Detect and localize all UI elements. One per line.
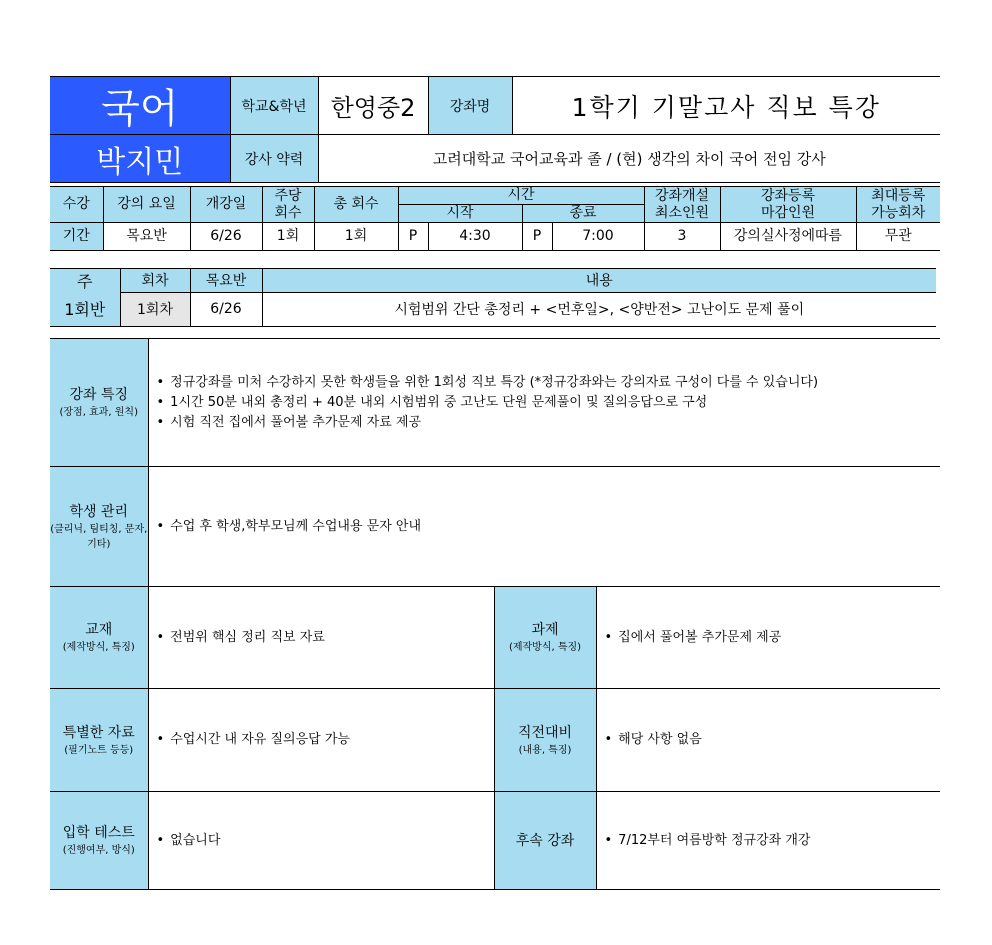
textbook-label [50,587,148,689]
content-header: 내용 [262,269,936,293]
min-people-label [644,187,720,223]
time-end-label: 종료 [522,205,644,223]
max-sessions-label-line2: 가능회차 [871,204,926,221]
textbook-label-sub: (제작방식, 특징) [62,642,135,653]
features-item: • 1시간 50분 내외 총정리 + 40분 내외 시험범위 중 고난도 단원 문제풀이 및 질의응답으로 구성 [156,394,708,410]
test-content: • 없습니다 [148,792,494,890]
special-label-sub: (필기노트 등등) [64,744,134,756]
weekly-table [50,268,936,327]
schedule-table [50,186,940,251]
career-label: 강사 약력 [230,135,318,183]
prep-label [494,689,596,792]
period-label [50,187,103,223]
course-name-value: 1학기 기말고사 직보 특강 [512,77,940,135]
test-label-sub: (진행여부, 방식) [62,845,135,856]
student-content: • 수업 후 학생,학부모님께 수업내용 문자 안내 [148,467,940,587]
features-item: • 시험 직전 집에서 풀어볼 추가문제 자료 제공 [156,414,422,430]
followup-label-main: 후속 강좌 [515,832,575,849]
followup-label [494,792,596,890]
school-grade-value: 한영중2 [318,77,428,135]
homework-label-sub: (제작방식, 특징) [508,642,582,653]
session-value: 1회차 [120,292,190,326]
weekly-count-value: 1회 [262,223,314,251]
deadline-value: 강의실사정에따름 [720,223,856,251]
details-table [50,338,940,890]
career-value: 고려대학교 국어교육과 졸 / (현) 생각의 차이 국어 전임 강사 [318,135,940,183]
max-sessions-label [856,187,940,223]
teacher-name: 박지민 [50,135,230,183]
start-ampm: P [398,223,428,251]
deadline-label [720,187,856,223]
features-label-main: 강좌 특징 [69,387,129,403]
min-people-value: 3 [644,223,720,251]
student-label-main: 학생 관리 [69,503,129,520]
start-date-value: 6/26 [190,223,262,251]
special-content: • 수업시간 내 자유 질의응답 가능 [148,689,494,792]
deadline-label-line1: 강좌등록 [760,187,816,204]
day-value: 목요반 [103,223,190,251]
features-item: • 정규강좌를 미처 수강하지 못한 학생들을 위한 1회성 직보 특강 (*정규강좌와는 강의자료 구성이 다를 수 있습니다) [156,374,819,390]
weekly-count-label-line1: 주당 [274,187,302,204]
subject-title: 국어 [50,77,230,135]
features-label [50,339,148,467]
textbook-label-main: 교재 [85,622,113,638]
header-table [50,76,940,183]
period-label-line1: 수강 [62,196,90,212]
student-label-sub: (클리닉, 팀티칭, 문자, 기타) [50,523,148,550]
features-label-sub: (장점, 효과, 원칙) [59,407,138,418]
homework-label [494,587,596,689]
period-label-2: 기간 [50,223,103,251]
features-content [148,339,940,467]
special-label [50,689,148,792]
start-date-label: 개강일 [190,187,262,223]
end-ampm: P [522,223,552,251]
time-label: 시간 [398,187,644,205]
school-grade-label: 학교&학년 [230,77,318,135]
course-name-label: 강좌명 [428,77,512,135]
total-count-label: 총 회수 [314,187,398,223]
day-label: 강의 요일 [103,187,190,223]
prep-label-sub: (내용, 특징) [518,744,572,756]
homework-content: • 집에서 풀어볼 추가문제 제공 [596,587,940,689]
homework-label-main: 과제 [531,622,559,638]
session-header: 회차 [120,269,190,293]
day-header: 목요반 [190,269,262,293]
min-people-label-line2: 최소인원 [654,204,710,221]
prep-label-main: 직전대비 [517,724,573,741]
start-time: 4:30 [428,223,522,251]
deadline-label-line2: 마감인원 [760,204,816,221]
student-label [50,467,148,587]
max-sessions-value: 무관 [856,223,940,251]
min-people-label-line1: 강좌개설 [654,187,710,204]
total-count-value: 1회 [314,223,398,251]
followup-content: • 7/12부터 여름방학 정규강좌 개강 [596,792,940,890]
prep-content: • 해당 사항 없음 [596,689,940,792]
weekly-count-label-line2: 회수 [274,204,302,221]
date-value: 6/26 [190,292,262,326]
end-time: 7:00 [552,223,644,251]
weekly-count-label [262,187,314,223]
test-label-main: 입학 테스트 [62,825,135,841]
test-label [50,792,148,890]
special-label-main: 특별한 자료 [62,724,135,741]
textbook-content: • 전범위 핵심 정리 직보 자료 [148,587,494,689]
weekly-label: 주 [50,269,120,293]
content-value: 시험범위 간단 총정리 + <먼후일>, <양반전> 고난이도 문제 풀이 [262,292,936,326]
weekly-label-2: 1회반 [50,292,120,326]
max-sessions-label-line1: 최대등록 [871,187,926,204]
time-start-label: 시작 [398,205,522,223]
